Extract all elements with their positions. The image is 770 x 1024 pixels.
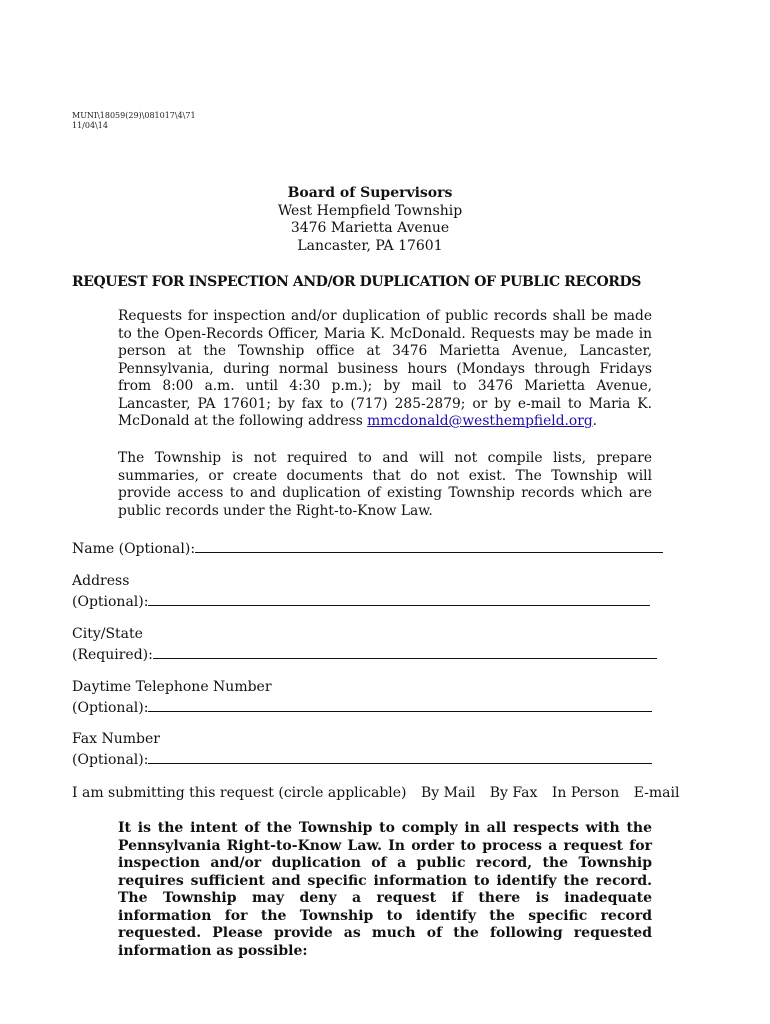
option-by-fax[interactable]: By Fax (489, 785, 538, 801)
address-input-line[interactable] (148, 591, 650, 606)
fax-field (72, 731, 652, 769)
document-reference (72, 111, 196, 131)
address-field (72, 573, 650, 611)
submission-method-row (72, 785, 679, 803)
name-field (72, 538, 663, 559)
board-title: Board of Supervisors (287, 185, 453, 201)
instructions-paragraph (118, 308, 652, 431)
address-label: Address (72, 573, 130, 589)
disclaimer-paragraph: The Township is not required to and will not compile lists, prepare summaries, or create documents that do not exist. The Township will provide access to and duplication of existing Township records which are public records under the Right-to-Know Law. (118, 450, 652, 519)
name-input-line[interactable] (195, 538, 663, 553)
fax-input-line[interactable] (148, 749, 652, 764)
township-name: West Hempfield Township (277, 202, 463, 219)
phone-field (72, 679, 652, 717)
intent-paragraph: It is the intent of the Township to comply in all respects with the Pennsylvania Right-to-Know Law. In order to process a request for inspection and/or duplication of a public record, the Township requires sufficient and specific information to identify the record. The Township may deny a request if there is inadequate information for the Township to identify the specific record requested. Please provide as much of the following requested information as possible: (118, 820, 652, 959)
street-address: 3476 Marietta Avenue (290, 220, 450, 236)
reference-line-2: 11/04\14 (72, 121, 108, 130)
city-state-input-line[interactable] (153, 644, 657, 659)
option-email[interactable]: E-mail (633, 785, 680, 801)
email-link[interactable]: mmcdonald@westhempfield.org (367, 413, 593, 429)
fax-label: Fax Number (72, 731, 160, 747)
name-label: Name (Optional): (72, 541, 196, 557)
city-state-label: City/State (72, 626, 143, 642)
form-heading: REQUEST FOR INSPECTION AND/OR DUPLICATION OF PUBLIC RECORDS (72, 274, 641, 290)
phone-label: Daytime Telephone Number (72, 679, 272, 695)
phone-input-line[interactable] (148, 697, 652, 712)
instructions-text: Requests for inspection and/or duplication of public records shall be made to the Open-Records Officer, Maria K. McDonald. Requests may be made in person at the Township office at 3476 Marietta Avenue, Lancaster, Pennsylvania, during normal business hours (Mondays through Fridays from 8:00 a.m. until 4:30 p.m.); by mail to 3476 Marietta Avenue, Lancaster, PA 17601; by fax to (717) 285-2879; or by e-mail to Maria K. McDonald at the following address (118, 308, 652, 429)
option-by-mail[interactable]: By Mail (420, 785, 476, 801)
fax-optional-label: (Optional): (72, 751, 149, 768)
phone-optional-label: (Optional): (72, 699, 149, 716)
city-state-field (72, 626, 657, 664)
address-optional-label: (Optional): (72, 593, 149, 610)
city-state-required-label: (Required): (72, 646, 153, 663)
reference-line-1: MUNI\18059(29)\081017\4\71 (72, 111, 196, 120)
submission-label: I am submitting this request (circle applicable) (72, 785, 407, 801)
option-in-person[interactable]: In Person (551, 785, 620, 801)
address-block (0, 185, 740, 255)
city-address: Lancaster, PA 17601 (297, 237, 443, 254)
instructions-period: . (592, 413, 598, 429)
